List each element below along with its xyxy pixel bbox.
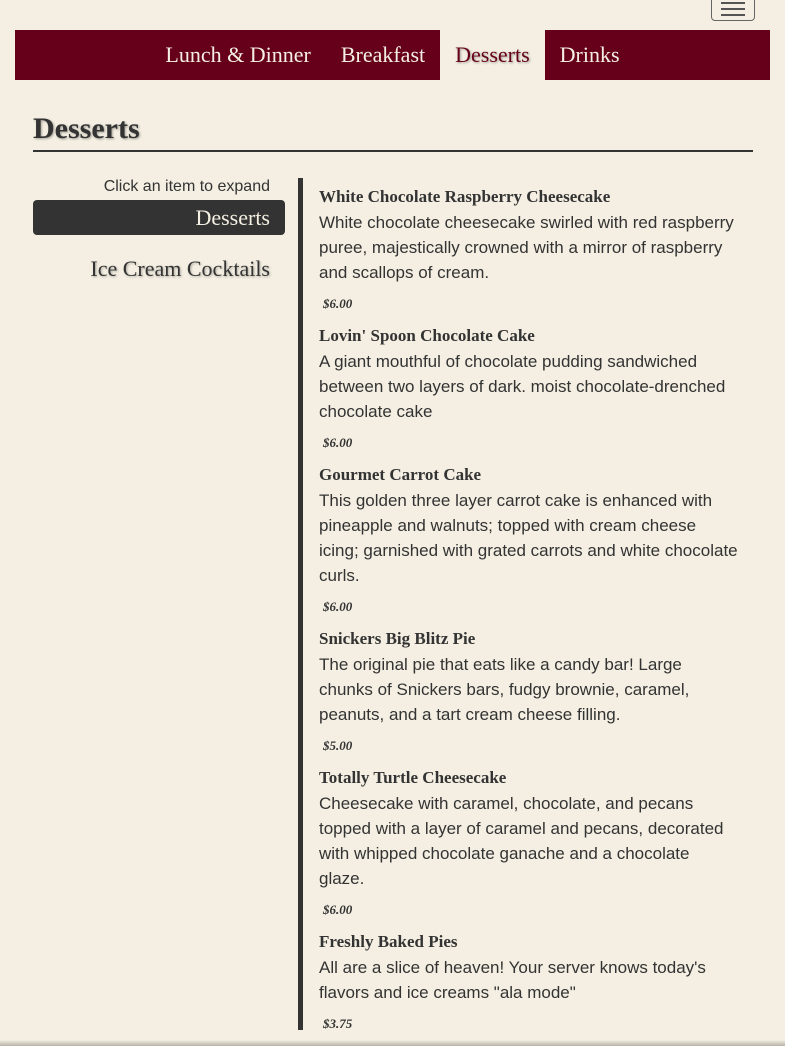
top-bar [0,0,785,30]
hamburger-icon [721,8,745,10]
menu-item-name: White Chocolate Raspberry Cheesecake [319,187,611,206]
menu-item-description: The original pie that eats like a candy bar! Large chunks of Snickers bars, fudgy brownie, caramel, peanuts, and a tart cream cheese filling. [319,655,690,724]
menu-item-price: $6.00 [323,435,353,450]
tab-breakfast[interactable]: Breakfast [340,42,426,67]
menu-item-price: $6.00 [323,902,353,917]
menu-item-price: $6.00 [323,296,353,311]
sidebar [33,178,285,302]
menu-item-description: All are a slice of heaven! Your server knows today's flavors and ice creams "ala mode" [319,958,706,1002]
menu-list [319,184,739,1043]
menu-item-description: Cheesecake with caramel, chocolate, and pecans topped with a layer of caramel and pecans, decorated with whipped chocolate ganache and a chocolate glaze. [319,794,724,888]
menu-item-name: Gourmet Carrot Cake [319,465,482,484]
menu-toggle-button[interactable] [711,0,755,21]
column-divider [298,178,303,1030]
menu-item[interactable] [319,626,739,765]
sidebar-item-desserts[interactable]: Desserts [33,200,285,235]
menu-item[interactable] [319,765,739,929]
main-nav [15,30,770,80]
menu-item-description: A giant mouthful of chocolate pudding sandwiched between two layers of dark. moist chocolate-drenched chocolate cake [319,352,726,421]
menu-item-description: This golden three layer carrot cake is enhanced with pineapple and walnuts; topped with cream cheese icing; garnished with grated carrots and white chocolate curls. [319,491,738,585]
hamburger-icon [721,2,745,4]
tab-lunch-dinner[interactable]: Lunch & Dinner [165,42,311,67]
menu-item-name: Freshly Baked Pies [319,932,458,951]
tab-drinks[interactable]: Drinks [559,42,620,67]
page-title: Desserts [33,112,753,152]
menu-item-price: $3.75 [323,1016,353,1031]
menu-item-name: Snickers Big Blitz Pie [319,629,476,648]
menu-item[interactable] [319,462,739,626]
menu-item[interactable] [319,929,739,1043]
menu-item[interactable] [319,323,739,462]
hamburger-icon [721,14,745,16]
menu-item-description: White chocolate cheesecake swirled with red raspberry puree, majestically crowned with a mirror of raspberry and scallops of cream. [319,213,734,282]
tab-desserts[interactable]: Desserts [440,30,545,80]
menu-item-price: $6.00 [323,599,353,614]
bottom-shadow [0,1040,785,1046]
menu-item-name: Totally Turtle Cheesecake [319,768,507,787]
menu-item-price: $5.00 [323,738,353,753]
menu-item[interactable] [319,184,739,323]
sidebar-item-ice-cream-cocktails[interactable]: Ice Cream Cocktails [90,256,270,281]
menu-item-name: Lovin' Spoon Chocolate Cake [319,326,535,345]
sidebar-hint: Click an item to expand [103,178,270,195]
